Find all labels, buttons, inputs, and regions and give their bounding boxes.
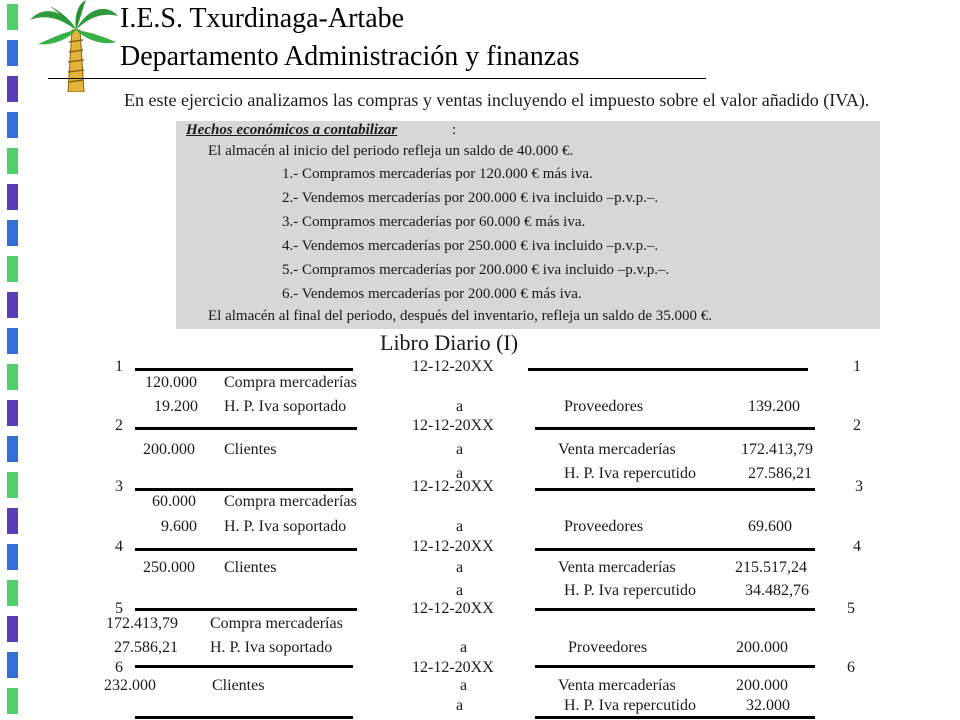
credit-account: Venta mercaderías	[558, 559, 676, 576]
fact-item: 5.- Compramos mercaderías por 200.000 € iva incluido –p.v.p.–.	[282, 262, 670, 278]
sidebar-square	[7, 364, 18, 390]
credit-amount: 172.413,79	[741, 441, 813, 458]
credit-amount: 139.200	[748, 398, 800, 415]
credit-amount: 32.000	[746, 697, 790, 714]
entry-rule-right	[535, 716, 815, 719]
credit-amount: 215.517,24	[735, 559, 807, 576]
sidebar-square	[7, 292, 18, 318]
entry-rule-left	[135, 368, 353, 371]
intro-paragraph: En este ejercicio analizamos las compras y ventas incluyendo el impuesto sobre el valor añadido (IVA).	[124, 90, 870, 110]
entry-rule-left	[135, 488, 353, 491]
debit-account: H. P. Iva soportado	[210, 639, 333, 656]
entry-number-right: 2	[853, 417, 861, 434]
debit-account: H. P. Iva soportado	[224, 398, 347, 415]
fact-item: 6.- Vendemos mercaderías por 200.000 € más iva.	[282, 286, 582, 302]
entry-number-right: 5	[847, 600, 855, 617]
credit-connector: a	[460, 639, 468, 656]
sidebar-square	[7, 580, 18, 606]
entry-number-right: 4	[853, 538, 861, 555]
school-name: I.E.S. Txurdinaga-Artabe	[120, 3, 405, 34]
credit-connector: a	[456, 465, 464, 482]
entry-rule-right	[528, 368, 808, 371]
sidebar-square	[7, 652, 18, 678]
credit-account: Proveedores	[564, 398, 644, 415]
entry-rule-right	[535, 608, 815, 611]
credit-account: H. P. Iva repercutido	[564, 697, 696, 714]
credit-connector: a	[456, 582, 464, 599]
entry-number-left: 5	[115, 600, 123, 617]
credit-connector: a	[460, 677, 468, 694]
sidebar-square	[7, 436, 18, 462]
credit-account: H. P. Iva repercutido	[564, 582, 696, 599]
debit-amount: 250.000	[143, 559, 195, 576]
entry-number-right: 3	[855, 478, 863, 495]
debit-amount: 120.000	[145, 374, 197, 391]
credit-account: Venta mercaderías	[558, 441, 676, 458]
journal-title: Libro Diario (I)	[380, 330, 519, 355]
credit-amount: 34.482,76	[745, 582, 809, 599]
credit-connector: a	[456, 398, 464, 415]
entry-date: 12-12-20XX	[412, 358, 494, 375]
debit-amount: 232.000	[104, 677, 156, 694]
fact-item: 1.- Compramos mercaderías por 120.000 € más iva.	[282, 166, 593, 182]
credit-amount: 69.600	[748, 518, 792, 535]
credit-connector: a	[456, 697, 464, 714]
sidebar-square	[7, 472, 18, 498]
entry-rule-left	[135, 608, 357, 611]
sidebar-square	[7, 112, 18, 138]
entry-rule-left	[135, 665, 353, 668]
sidebar-square	[7, 688, 18, 714]
entry-rule-right	[535, 548, 815, 551]
entry-rule-right	[535, 665, 815, 668]
entry-date: 12-12-20XX	[412, 478, 494, 495]
entry-rule-left	[135, 427, 357, 430]
sidebar-square	[7, 328, 18, 354]
entry-number-left: 3	[115, 478, 123, 495]
sidebar-square	[7, 616, 18, 642]
debit-account: Compra mercaderías	[224, 374, 357, 391]
debit-amount: 27.586,21	[114, 639, 178, 656]
debit-account: Clientes	[224, 441, 277, 458]
decorative-sidebar	[0, 0, 22, 720]
entry-number-right: 6	[847, 659, 855, 676]
credit-amount: 200.000	[736, 677, 788, 694]
debit-amount: 19.200	[154, 398, 198, 415]
sidebar-square	[7, 4, 18, 30]
sidebar-square	[7, 148, 18, 174]
facts-initial-balance: El almacén al inicio del periodo refleja un saldo de 40.000 €.	[208, 143, 574, 159]
credit-amount: 200.000	[736, 639, 788, 656]
sidebar-square	[7, 256, 18, 282]
debit-account: Clientes	[224, 559, 277, 576]
entry-date: 12-12-20XX	[412, 417, 494, 434]
sidebar-square	[7, 400, 18, 426]
facts-final-balance: El almacén al final del periodo, después del inventario, refleja un saldo de 35.000 €.	[208, 308, 713, 324]
entry-date: 12-12-20XX	[412, 600, 494, 617]
entry-rule-left	[135, 548, 357, 551]
sidebar-square	[7, 544, 18, 570]
sidebar-square	[7, 40, 18, 66]
debit-account: Compra mercaderías	[224, 493, 357, 510]
credit-account: Proveedores	[568, 639, 648, 656]
debit-account: Clientes	[212, 677, 265, 694]
debit-account: H. P. Iva soportado	[224, 518, 347, 535]
fact-item: 3.- Compramos mercaderías por 60.000 € más iva.	[282, 214, 586, 230]
credit-account: Venta mercaderías	[558, 677, 676, 694]
sidebar-square	[7, 220, 18, 246]
debit-amount: 200.000	[143, 441, 195, 458]
debit-amount: 9.600	[161, 518, 197, 535]
entry-number-left: 1	[115, 358, 123, 375]
credit-connector: a	[456, 518, 464, 535]
sidebar-square	[7, 76, 18, 102]
credit-connector: a	[456, 559, 464, 576]
department-name: Departamento Administración y finanzas	[120, 41, 580, 72]
entry-date: 12-12-20XX	[412, 538, 494, 555]
entry-number-right: 1	[853, 358, 861, 375]
sidebar-square	[7, 184, 18, 210]
entry-number-left: 2	[115, 417, 123, 434]
entry-rule-left	[135, 716, 353, 719]
title-divider	[48, 78, 706, 79]
entry-date: 12-12-20XX	[412, 659, 494, 676]
credit-account: Proveedores	[564, 518, 644, 535]
debit-account: Compra mercaderías	[210, 615, 343, 632]
entry-number-left: 6	[115, 659, 123, 676]
entry-number-left: 4	[115, 538, 123, 555]
facts-heading: Hechos económicos a contabilizar	[186, 122, 398, 138]
credit-connector: a	[456, 441, 464, 458]
fact-item: 2.- Vendemos mercaderías por 200.000 € iva incluido –p.v.p.–.	[282, 190, 659, 206]
debit-amount: 60.000	[152, 493, 196, 510]
fact-item: 4.- Vendemos mercaderías por 250.000 € iva incluido –p.v.p.–.	[282, 238, 659, 254]
debit-amount: 172.413,79	[106, 615, 178, 632]
entry-rule-right	[535, 427, 815, 430]
credit-amount: 27.586,21	[748, 465, 812, 482]
entry-rule-right	[535, 488, 815, 491]
sidebar-square	[7, 508, 18, 534]
facts-heading-colon: :	[452, 122, 457, 138]
credit-account: H. P. Iva repercutido	[564, 465, 696, 482]
economic-facts-box	[176, 121, 880, 329]
